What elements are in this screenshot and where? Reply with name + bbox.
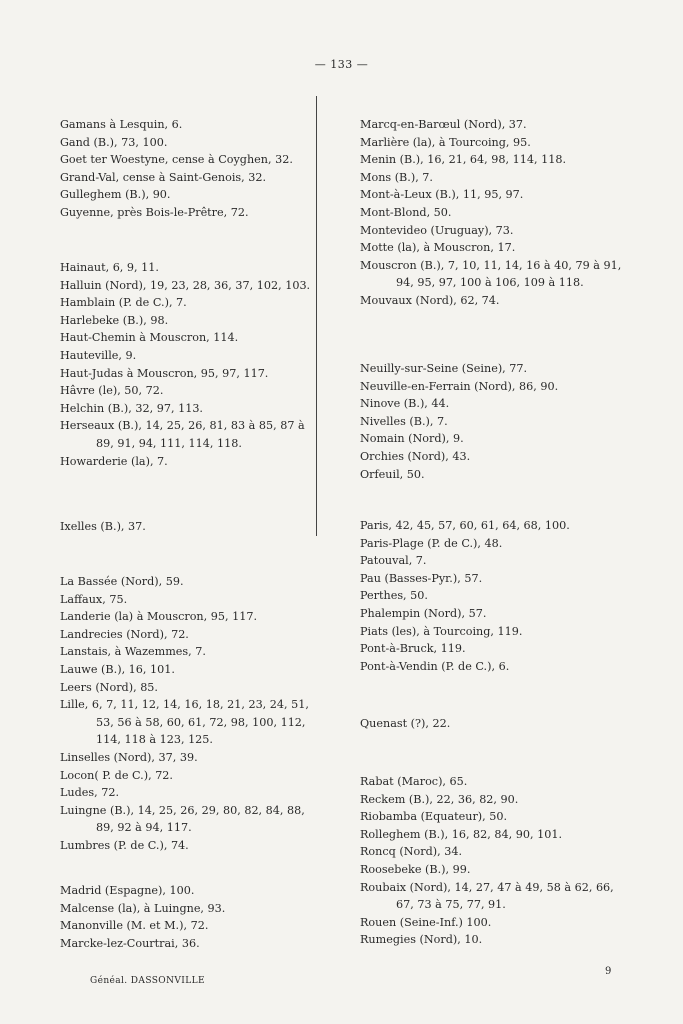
index-entry: Mouscron (B.), 7, 10, 11, 14, 16 à 40, 79 à 91, 94, 95, 97, 100 à 106, 109 à 118. xyxy=(360,258,622,290)
index-group-p xyxy=(360,517,635,675)
index-entry: La Bassée (Nord), 59. xyxy=(60,575,184,588)
index-entry: Haut-Judas à Mouscron, 95, 97, 117. xyxy=(60,366,269,380)
index-entry: Mont-à-Leux (B.), 11, 95, 97. xyxy=(360,188,524,202)
index-entry: Nivelles (B.), 7. xyxy=(360,414,448,428)
index-entry: Linselles (Nord), 37, 39. xyxy=(60,750,198,764)
index-entry: Orfeuil, 50. xyxy=(360,467,425,481)
index-entry: Gulleghem (B.), 90. xyxy=(60,188,171,202)
footer-author: Généal. DASSONVILLE xyxy=(90,976,205,986)
index-entry: Ninove (B.), 44. xyxy=(360,397,450,411)
index-entry: Hauteville, 9. xyxy=(60,348,137,362)
index-group-q xyxy=(360,715,635,733)
index-entry: Rabat (Maroc), 65. xyxy=(360,775,468,788)
index-entry: Orchies (Nord), 43. xyxy=(360,449,471,463)
index-entry: Marcq-en-Barœul (Nord), 37. xyxy=(360,118,527,131)
index-entry: Hamblain (P. de C.), 7. xyxy=(60,296,187,310)
index-entry: Grand-Val, cense à Saint-Genois, 32. xyxy=(60,170,267,184)
index-entry: Hâvre (le), 50, 72. xyxy=(60,384,164,398)
index-entry: Perthes, 50. xyxy=(360,589,428,603)
index-entry: Landrecies (Nord), 72. xyxy=(60,627,189,641)
index-entry: Helchin (B.), 32, 97, 113. xyxy=(60,401,203,415)
index-group-h xyxy=(60,259,322,470)
index-entry: Patouval, 7. xyxy=(360,554,427,568)
index-entry: Roncq (Nord), 34. xyxy=(360,845,463,859)
index-entry: Marlière (la), à Tourcoing, 95. xyxy=(360,135,531,149)
index-entry: Lumbres (P. de C.), 74. xyxy=(60,838,189,852)
index-group-g xyxy=(60,116,322,222)
index-entry: Neuville-en-Ferrain (Nord), 86, 90. xyxy=(360,379,559,393)
index-entry: Landerie (la) à Mouscron, 95, 117. xyxy=(60,610,258,624)
index-entry: Lauwe (B.), 16, 101. xyxy=(60,662,175,676)
page-number: — 133 — xyxy=(314,58,369,71)
index-entry: Pont-à-Vendin (P. de C.), 6. xyxy=(360,659,510,673)
index-entry: Guyenne, près Bois-le-Prêtre, 72. xyxy=(60,205,249,219)
index-group-n-o xyxy=(360,360,635,483)
index-entry: Roosebeke (B.), 99. xyxy=(360,862,471,876)
index-entry: Motte (la), à Mouscron, 17. xyxy=(360,241,516,255)
index-entry: Nomain (Nord), 9. xyxy=(360,432,464,446)
index-entry: Menin (B.), 16, 21, 64, 98, 114, 118. xyxy=(360,153,567,167)
index-entry: Madrid (Espagne), 100. xyxy=(60,884,195,897)
index-entry: Mons (B.), 7. xyxy=(360,170,433,184)
index-group-m-cont xyxy=(360,116,635,310)
index-entry: Halluin (Nord), 19, 23, 28, 36, 37, 102, 103. xyxy=(60,278,311,292)
index-entry: Reckem (B.), 22, 36, 82, 90. xyxy=(360,792,519,806)
index-entry: Gamans à Lesquin, 6. xyxy=(60,118,183,131)
index-group-l xyxy=(60,573,322,855)
index-entry: Herseaux (B.), 14, 25, 26, 81, 83 à 85, 87 à 89, 91, 94, 111, 114, 118. xyxy=(60,419,305,450)
index-entry: Lille, 6, 7, 11, 12, 14, 16, 18, 21, 23, 24, 51, 53, 56 à 58, 60, 61, 72, 98, 100, 112, 114, 118 à 123, 125. xyxy=(60,698,309,747)
index-entry: Lanstais, à Wazemmes, 7. xyxy=(60,645,206,659)
index-group-m xyxy=(60,882,322,952)
index-entry: Paris, 42, 45, 57, 60, 61, 64, 68, 100. xyxy=(360,519,570,532)
index-entry: Montevideo (Uruguay), 73. xyxy=(360,223,514,237)
index-entry: Ixelles (B.), 37. xyxy=(60,520,146,533)
index-entry: Laffaux, 75. xyxy=(60,592,128,606)
index-entry: Rouen (Seine-Inf.) 100. xyxy=(360,915,492,929)
index-entry: Mont-Blond, 50. xyxy=(360,205,452,219)
index-entry: Hainaut, 6, 9, 11. xyxy=(60,261,159,274)
index-entry: Riobamba (Equateur), 50. xyxy=(360,810,508,824)
index-entry: Howarderie (la), 7. xyxy=(60,454,168,468)
index-entry: Locon( P. de C.), 72. xyxy=(60,768,173,782)
index-entry: Harlebeke (B.), 98. xyxy=(60,313,169,327)
index-entry: Mouvaux (Nord), 62, 74. xyxy=(360,293,500,307)
index-entry: Quenast (?), 22. xyxy=(360,717,451,730)
index-entry: Luingne (B.), 14, 25, 26, 29, 80, 82, 84, 88, 89, 92 à 94, 117. xyxy=(60,803,305,835)
index-entry: Haut-Chemin à Mouscron, 114. xyxy=(60,331,239,345)
index-entry: Manonville (M. et M.), 72. xyxy=(60,919,209,933)
index-entry: Ludes, 72. xyxy=(60,786,120,800)
signature-mark: 9 xyxy=(605,966,612,977)
index-entry: Piats (les), à Tourcoing, 119. xyxy=(360,624,523,638)
index-entry: Malcense (la), à Luingne, 93. xyxy=(60,901,226,915)
index-entry: Gand (B.), 73, 100. xyxy=(60,135,168,149)
index-entry: Goet ter Woestyne, cense à Coyghen, 32. xyxy=(60,153,293,167)
index-entry: Marcke-lez-Courtrai, 36. xyxy=(60,936,200,950)
index-entry: Neuilly-sur-Seine (Seine), 77. xyxy=(360,362,528,375)
index-group-r xyxy=(360,773,635,949)
index-entry: Phalempin (Nord), 57. xyxy=(360,606,487,620)
index-entry: Pau (Basses-Pyr.), 57. xyxy=(360,571,483,585)
index-entry: Paris-Plage (P. de C.), 48. xyxy=(360,536,503,550)
index-group-i xyxy=(60,518,322,536)
index-entry: Rumegies (Nord), 10. xyxy=(360,933,483,947)
index-entry: Leers (Nord), 85. xyxy=(60,680,158,694)
index-entry: Pont-à-Bruck, 119. xyxy=(360,642,466,656)
index-entry: Rolleghem (B.), 16, 82, 84, 90, 101. xyxy=(360,827,563,841)
index-entry: Roubaix (Nord), 14, 27, 47 à 49, 58 à 62, 66, 67, 73 à 75, 77, 91. xyxy=(360,880,614,912)
